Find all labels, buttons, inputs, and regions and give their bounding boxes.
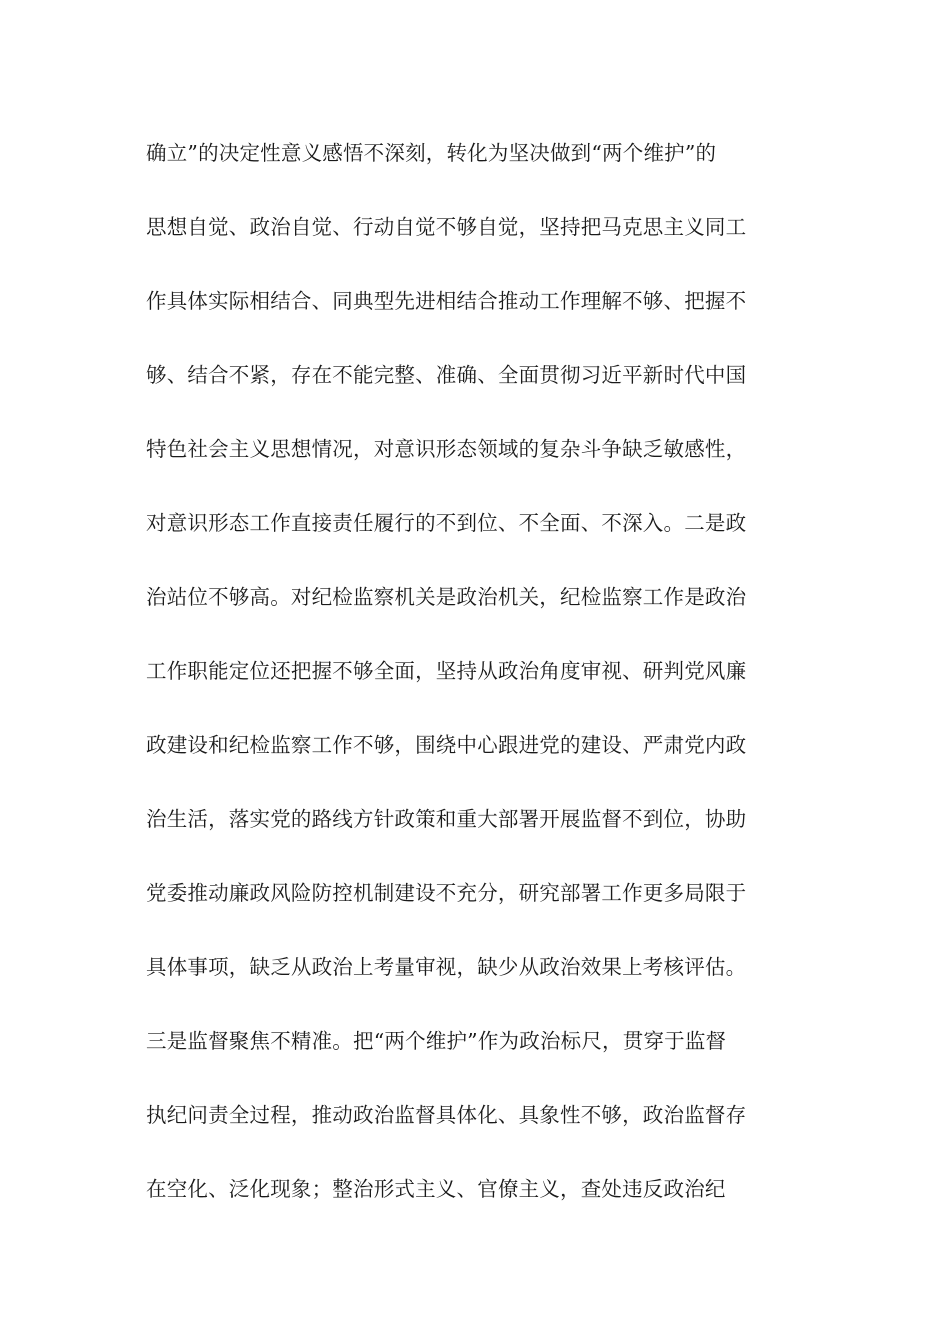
document-line: 在空化、泛化现象；整治形式主义、官僚主义，查处违反政治纪 — [146, 1177, 726, 1201]
document-line: 够、结合不紧，存在不能完整、准确、全面贯彻习近平新时代中国 — [146, 363, 747, 387]
document-line: 具体事项，缺乏从政治上考量审视，缺少从政治效果上考核评估。 — [146, 955, 747, 979]
document-line: 工作职能定位还把握不够全面，坚持从政治角度审视、研判党风廉 — [146, 659, 747, 683]
document-line: 政建设和纪检监察工作不够，围绕中心跟进党的建设、严肃党内政 — [146, 733, 747, 757]
document-line: 作具体实际相结合、同典型先进相结合推动工作理解不够、把握不 — [146, 289, 747, 313]
document-line: 治生活，落实党的路线方针政策和重大部署开展监督不到位，协助 — [146, 807, 747, 831]
document-line: 党委推动廉政风险防控机制建设不充分，研究部署工作更多局限于 — [146, 881, 747, 905]
document-line: 执纪问责全过程，推动政治监督具体化、具象性不够，政治监督存 — [146, 1103, 747, 1127]
document-line: 确立”的决定性意义感悟不深刻，转化为坚决做到“两个维护”的 — [146, 141, 717, 165]
document-line: 对意识形态工作直接责任履行的不到位、不全面、不深入。二是政 — [146, 511, 747, 535]
document-line: 三是监督聚焦不精准。把“两个维护”作为政治标尺，贯穿于监督 — [146, 1029, 727, 1053]
document-line: 思想自觉、政治自觉、行动自觉不够自觉，坚持把马克思主义同工 — [146, 215, 747, 239]
document-body — [146, 131, 806, 1241]
document-line: 治站位不够高。对纪检监察机关是政治机关，纪检监察工作是政治 — [146, 585, 747, 609]
document-line: 特色社会主义思想情况，对意识形态领域的复杂斗争缺乏敏感性， — [146, 437, 747, 461]
